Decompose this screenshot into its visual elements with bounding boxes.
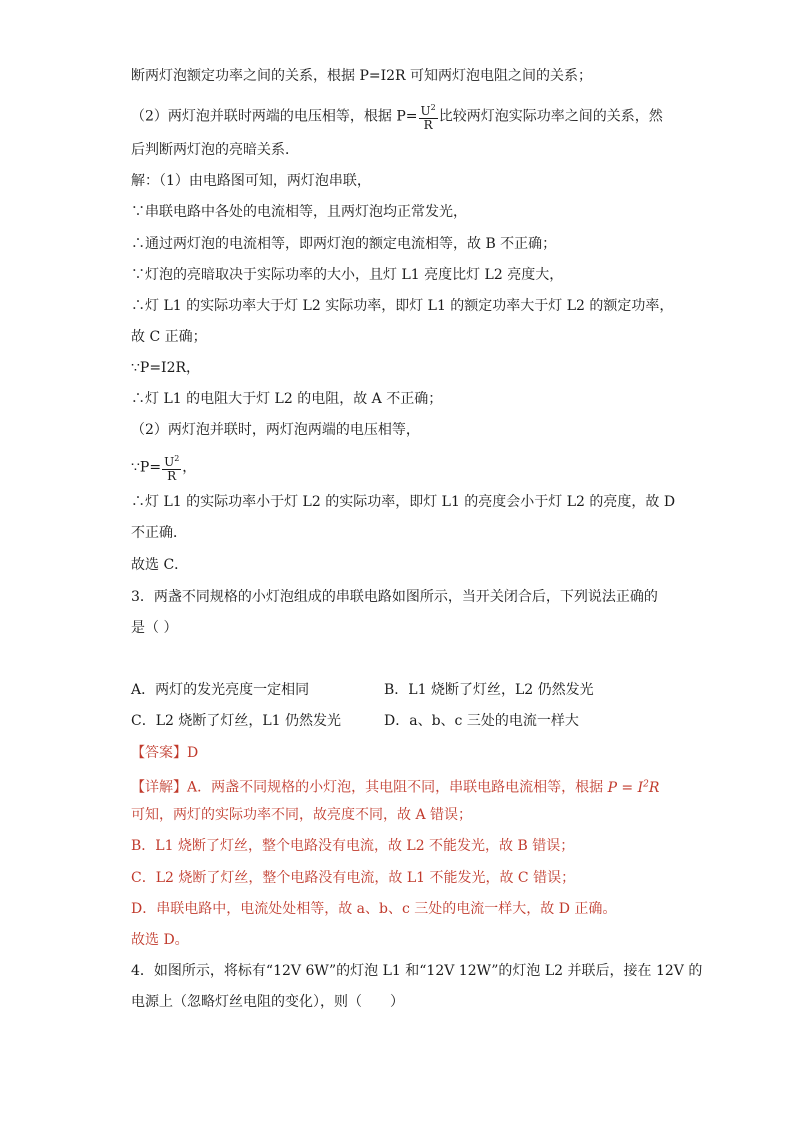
- solution-line-6: 故 C 正确；: [131, 329, 207, 345]
- solution-line-12: 不正确．: [131, 525, 187, 541]
- solution-line-10-start: ∵P=: [131, 459, 162, 476]
- q3-option-c: C．L2 烧断了灯丝，L1 仍然发光: [131, 713, 342, 729]
- fraction-exponent: 2: [174, 454, 180, 463]
- solution-line-10-end: ，: [182, 459, 197, 476]
- analysis-line-2: [131, 101, 663, 132]
- q3-detail-line-1: [131, 774, 659, 798]
- fraction-numerator: U: [164, 455, 175, 469]
- solution-line-4: ∵灯泡的亮暗取决于实际功率的大小，且灯 L1 亮度比灯 L2 亮度大，: [131, 267, 564, 283]
- q4-stem-line-2: 电源上（忽略灯丝电阻的变化），则（ ）: [131, 994, 404, 1010]
- solution-line-3: ∴通过两灯泡的电流相等，即两灯泡的额定电流相等，故 B 不正确；: [131, 236, 557, 252]
- q3-detail-line-4: C．L2 烧断了灯丝，整个电路没有电流，故 L1 不能发光，故 C 错误；: [131, 870, 576, 886]
- q3-option-d: D．a、b、c 三处的电流一样大: [384, 713, 579, 729]
- q3-detail-line-3: B．L1 烧断了灯丝，整个电路没有电流，故 L2 不能发光，故 B 错误；: [131, 838, 575, 854]
- q3-detail-line-2: 可知，两灯的实际功率不同，故亮度不同，故 A 错误；: [131, 807, 473, 823]
- solution-line-9: （2）两灯泡并联时，两灯泡两端的电压相等，: [131, 422, 420, 438]
- q3-option-b: B．L1 烧断了灯丝，L2 仍然发光: [384, 682, 594, 698]
- fraction-numerator: U: [420, 104, 431, 118]
- power-formula-fraction-2: [162, 452, 181, 483]
- q4-stem-line-1: 4．如图所示，将标有“12V 6W”的灯泡 L1 和“12V 12W”的灯泡 L2 并联后，接在 12V 的: [131, 963, 703, 979]
- solution-line-1: 解：（1）由电路图可知，两灯泡串联，: [131, 173, 371, 189]
- solution-conclusion: 故选 C．: [131, 557, 189, 573]
- q3-answer: 【答案】D: [131, 745, 199, 761]
- analysis-line-2-end: 比较两灯泡实际功率之间的关系，然: [438, 108, 663, 125]
- fraction-denominator: R: [423, 118, 433, 132]
- q3-detail-line-5: D．串联电路中，电流处处相等，故 a、b、c 三处的电流一样大，故 D 正确。: [131, 901, 617, 917]
- q3-conclusion: 故选 D。: [131, 932, 189, 948]
- q3-option-a: A．两灯的发光亮度一定相同: [131, 682, 310, 698]
- power-formula-fraction: [419, 101, 438, 132]
- q3-stem-line-2: 是（ ）: [131, 620, 178, 636]
- fraction-denominator: R: [167, 469, 177, 483]
- solution-line-2: ∵串联电路中各处的电流相等，且两灯泡均正常发光，: [131, 204, 467, 220]
- solution-line-5: ∴灯 L1 的实际功率大于灯 L2 实际功率，即灯 L1 的额定功率大于灯 L2 的额定功率，: [131, 298, 674, 314]
- solution-line-10: [131, 452, 196, 483]
- solution-line-11: ∴灯 L1 的实际功率小于灯 L2 的实际功率，即灯 L1 的亮度会小于灯 L2 的亮度，故 D: [131, 494, 676, 510]
- analysis-line-2-start: （2）两灯泡并联时两端的电压相等，根据 P=: [131, 108, 418, 125]
- power-formula: $P = I^2R$: [607, 779, 660, 796]
- solution-line-8: ∴灯 L1 的电阻大于灯 L2 的电阻，故 A 不正确；: [131, 391, 443, 407]
- detail-text: A．两盏不同规格的小灯泡，其电阻不同，串联电路电流相等，根据: [187, 779, 604, 796]
- analysis-line-3: 后判断两灯泡的亮暗关系．: [131, 142, 299, 158]
- analysis-line-1: 断两灯泡额定功率之间的关系，根据 P=I2R 可知两灯泡电阻之间的关系；: [131, 68, 593, 84]
- solution-line-7: ∵P=I2R，: [131, 360, 201, 376]
- detail-tag: 【详解】: [131, 779, 187, 796]
- fraction-exponent: 2: [430, 103, 436, 112]
- q3-stem-line-1: 3．两盏不同规格的小灯泡组成的串联电路如图所示，当开关闭合后，下列说法正确的: [131, 589, 658, 605]
